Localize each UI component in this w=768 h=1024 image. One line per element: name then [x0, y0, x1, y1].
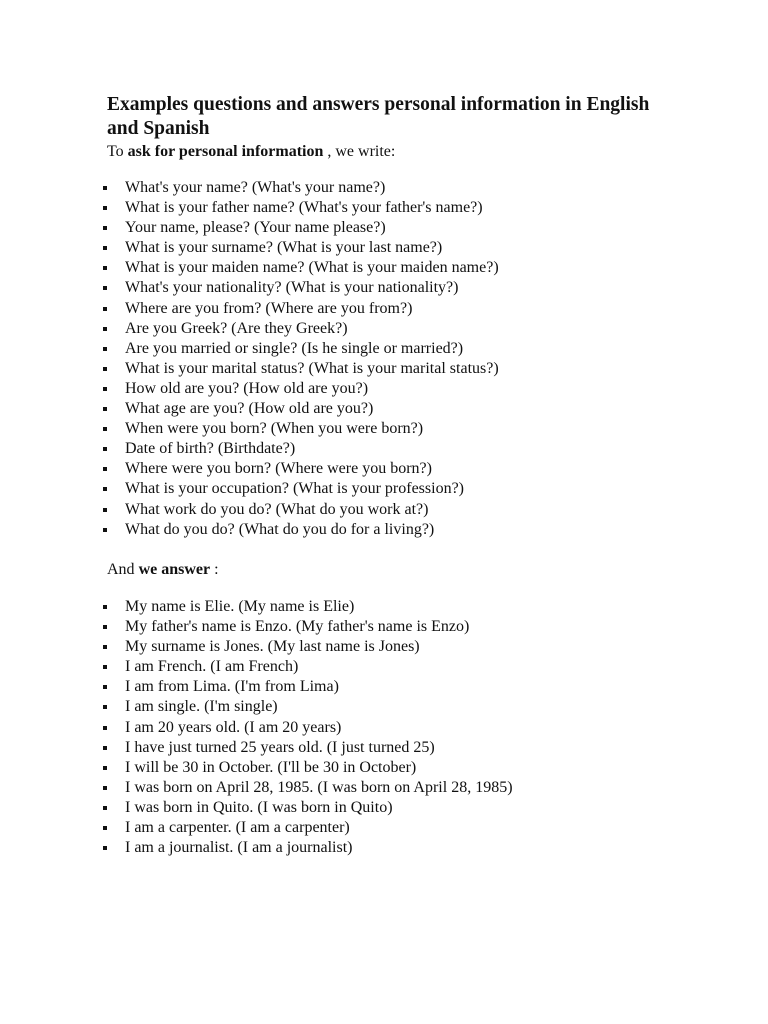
bullet-icon: [103, 266, 107, 270]
document-title: Examples questions and answers personal information in English and Spanish: [107, 94, 650, 139]
question-item: [0, 520, 499, 540]
question-item: [0, 439, 499, 459]
answer-item-text: I am French. (I am French): [125, 658, 299, 676]
bullet-icon: [103, 786, 107, 790]
question-intro: [107, 142, 395, 162]
bullet-icon: [103, 846, 107, 850]
answer-item: [0, 778, 513, 798]
answer-item: [0, 677, 513, 697]
question-item: [0, 299, 499, 319]
question-item-text: What is your marital status? (What is your marital status?): [125, 359, 499, 377]
question-item: [0, 339, 499, 359]
question-item-text: What's your name? (What's your name?): [125, 179, 386, 196]
question-item: [0, 218, 499, 238]
question-item: [0, 419, 499, 439]
answer-item: [0, 838, 513, 858]
bullet-icon: [103, 726, 107, 730]
bullet-icon: [103, 186, 107, 190]
bullet-icon: [103, 746, 107, 750]
answer-intro-bold: we answer: [138, 561, 211, 578]
bullet-icon: [103, 427, 107, 431]
question-item-text: Where were you born? (Where were you born?): [125, 460, 432, 478]
question-item: [0, 238, 499, 258]
question-item-text: Your name, please? (Your name please?): [125, 219, 386, 237]
bullet-icon: [103, 407, 107, 411]
answer-intro: [107, 560, 219, 580]
question-intro-bold: ask for personal information: [127, 143, 324, 160]
bullet-icon: [103, 528, 107, 532]
answer-item: [0, 597, 513, 617]
bullet-icon: [103, 487, 107, 491]
answer-item-text: I am a journalist. (I am a journalist): [125, 839, 353, 857]
question-item: [0, 399, 499, 419]
bullet-icon: [103, 367, 107, 371]
answer-item: [0, 818, 513, 838]
answer-item-text: My surname is Jones. (My last name is Jones): [125, 638, 420, 656]
question-intro-prefix: To: [107, 143, 128, 160]
question-item-text: What is your occupation? (What is your profession?): [125, 480, 465, 498]
answer-list: [0, 597, 513, 858]
bullet-icon: [103, 347, 107, 351]
bullet-icon: [103, 645, 107, 649]
answer-item-text: I have just turned 25 years old. (I just turned 25): [125, 738, 435, 756]
question-item-text: What's your nationality? (What is your nationality?): [125, 279, 459, 297]
question-item: [0, 198, 499, 218]
bullet-icon: [103, 447, 107, 451]
answer-item: [0, 738, 513, 758]
question-item: [0, 278, 499, 298]
question-item: [0, 359, 499, 379]
answer-intro-prefix: And: [107, 561, 139, 578]
question-item-text: What is your father name? (What's your father's name?): [125, 199, 483, 217]
question-item: [0, 479, 499, 499]
bullet-icon: [103, 685, 107, 689]
answer-intro-suffix: :: [210, 561, 219, 578]
bullet-icon: [103, 327, 107, 331]
question-item-text: What is your surname? (What is your last name?): [125, 239, 443, 257]
answer-item-text: I will be 30 in October. (I'll be 30 in October): [125, 758, 417, 776]
question-item-text: What is your maiden name? (What is your maiden name?): [125, 259, 499, 277]
bullet-icon: [103, 307, 107, 311]
question-item: [0, 319, 499, 339]
answer-item: [0, 617, 513, 637]
bullet-icon: [103, 605, 107, 609]
question-item-text: Date of birth? (Birthdate?): [125, 440, 296, 458]
question-item-text: Where are you from? (Where are you from?): [125, 299, 413, 317]
question-item-text: Are you Greek? (Are they Greek?): [125, 319, 348, 337]
question-item-text: How old are you? (How old are you?): [125, 379, 369, 397]
question-item: [0, 459, 499, 479]
answer-item-text: I am a carpenter. (I am a carpenter): [125, 819, 350, 837]
bullet-icon: [103, 705, 107, 709]
answer-item: [0, 697, 513, 717]
bullet-icon: [103, 766, 107, 770]
question-item-text: What work do you do? (What do you work at?): [125, 500, 429, 518]
bullet-icon: [103, 286, 107, 290]
answer-item-text: My father's name is Enzo. (My father's name is Enzo): [125, 618, 470, 636]
answer-item: [0, 718, 513, 738]
answer-item-text: I was born on April 28, 1985. (I was born on April 28, 1985): [125, 778, 513, 796]
answer-item-text: I was born in Quito. (I was born in Quito): [125, 798, 393, 816]
answer-item: [0, 798, 513, 818]
bullet-icon: [103, 508, 107, 512]
bullet-icon: [103, 625, 107, 629]
bullet-icon: [103, 806, 107, 810]
question-item: [0, 500, 499, 520]
question-intro-suffix: , we write:: [323, 143, 396, 160]
bullet-icon: [103, 206, 107, 210]
bullet-icon: [103, 665, 107, 669]
bullet-icon: [103, 387, 107, 391]
question-item-text: Are you married or single? (Is he single or married?): [125, 339, 464, 357]
answer-item-text: I am from Lima. (I'm from Lima): [125, 678, 339, 696]
question-list: [0, 178, 499, 540]
bullet-icon: [103, 826, 107, 830]
question-item: [0, 379, 499, 399]
answer-item: [0, 637, 513, 657]
question-item-text: What age are you? (How old are you?): [125, 400, 374, 418]
answer-item-text: I am single. (I'm single): [125, 698, 278, 716]
bullet-icon: [103, 467, 107, 471]
answer-item: [0, 657, 513, 677]
question-item: [0, 258, 499, 278]
answer-item: [0, 758, 513, 778]
answer-item-text: My name is Elie. (My name is Elie): [125, 598, 355, 615]
question-item: [0, 178, 499, 198]
bullet-icon: [103, 226, 107, 230]
answer-item-text: I am 20 years old. (I am 20 years): [125, 718, 342, 736]
question-item-text: What do you do? (What do you do for a living?): [125, 520, 435, 538]
question-item-text: When were you born? (When you were born?): [125, 420, 424, 438]
bullet-icon: [103, 246, 107, 250]
